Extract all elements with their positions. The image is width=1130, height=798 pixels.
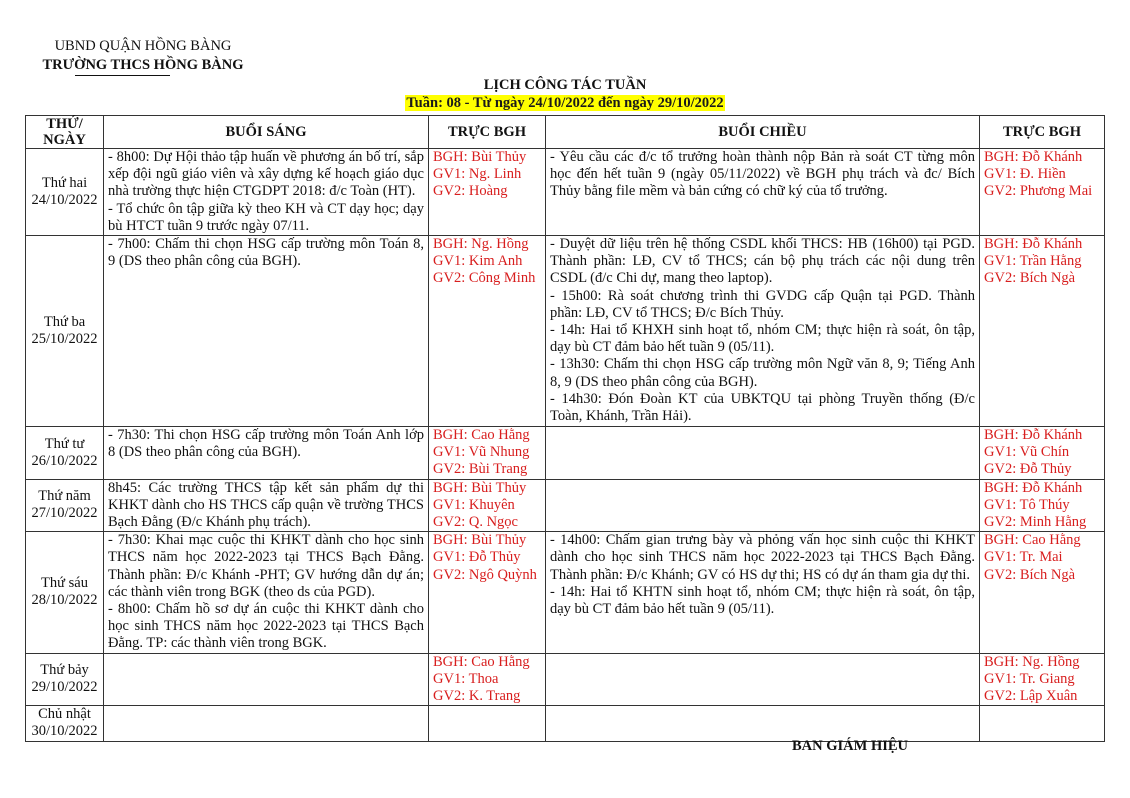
day-date: 25/10/2022 (31, 331, 98, 348)
afternoon-duty-cell (980, 479, 1105, 532)
day-cell (26, 427, 104, 480)
morning-duty-cell (429, 532, 546, 653)
duty-line: GV1: Tô Thúy (984, 496, 1070, 513)
page-title: LỊCH CÔNG TÁC TUẦN (483, 77, 647, 93)
duty-line: BGH: Bùi Thủy (433, 532, 527, 549)
day-date: 27/10/2022 (31, 505, 98, 522)
afternoon-cell (546, 236, 980, 427)
duty-line: BGH: Cao Hằng (433, 653, 530, 670)
duty-line: GV1: Vũ Chín (984, 444, 1070, 461)
duty-line: BGH: Ng. Hồng (984, 653, 1080, 670)
duty-line: GV2: Bích Ngà (984, 270, 1076, 287)
day-date: 28/10/2022 (31, 592, 98, 609)
table-row (26, 532, 1105, 653)
duty-line: GV1: Ng. Linh (433, 166, 522, 183)
duty-line: GV1: Đỗ Thủy (433, 549, 521, 566)
day-date: 26/10/2022 (31, 452, 98, 469)
duty-line: GV1: Kim Anh (433, 253, 523, 270)
day-date: 30/10/2022 (31, 723, 98, 740)
duty-line: GV2: Ngô Quỳnh (433, 566, 537, 583)
afternoon-duty-cell (980, 706, 1105, 741)
afternoon-duty-cell (980, 149, 1105, 236)
duty-line: GV1: Trần Hằng (984, 253, 1082, 270)
duty-line: GV1: Vũ Nhung (433, 444, 530, 461)
morning-duty-cell (429, 653, 546, 706)
duty-line: BGH: Đỗ Khánh (984, 236, 1083, 253)
duty-line: BGH: Bùi Thủy (433, 479, 527, 496)
afternoon-item: - 14h00: Chấm gian trưng bày và phỏng vấn học sinh cuộc thi KHKT dành cho học sinh THCS năm học 2022-2023 tại THCS Bạch Đằng. Thành phần: Đ/c Khánh; GV có HS dự thi; HS có dự án tham gia dự thi. (550, 532, 975, 583)
morning-item: - 8h00: Dự Hội thảo tập huấn về phương án bố trí, sắp xếp đội ngũ giáo viên và xây dựng kế hoạch giáo dục nhà trường thực hiện CTGDPT 2018: đ/c Toàn (HT). (108, 149, 424, 200)
duty-line: GV2: Công Minh (433, 270, 536, 287)
duty-line: GV1: Tr. Mai (984, 549, 1063, 566)
day-name: Thứ sáu (41, 575, 88, 592)
duty-line: BGH: Đỗ Khánh (984, 427, 1083, 444)
duty-line: GV1: Tr. Giang (984, 670, 1075, 687)
day-date: 24/10/2022 (31, 192, 98, 208)
morning-duty-cell (429, 479, 546, 532)
duty-line: GV1: Đ. Hiền (984, 166, 1066, 183)
week-subtitle (0, 95, 1130, 112)
morning-duty-cell (429, 149, 546, 236)
duty-line: BGH: Đỗ Khánh (984, 479, 1083, 496)
table-row (26, 427, 1105, 480)
duty-line: GV2: Q. Ngọc (433, 514, 518, 531)
afternoon-item: - 14h: Hai tổ KHTN sinh hoạt tổ, nhóm CM; thực hiện rà soát, ôn tập, dạy bù CT đảm bảo hết tuần 9 (05/11). (550, 583, 975, 618)
morning-duty-cell (429, 427, 546, 480)
duty-line: GV2: Phương Mai (984, 183, 1093, 200)
day-name: Thứ tư (44, 435, 85, 452)
day-cell (26, 653, 104, 706)
day-cell (26, 149, 104, 236)
morning-cell (104, 479, 429, 532)
afternoon-item: - 13h30: Chấm thi chọn HSG cấp trường môn Ngữ văn 8, 9; Tiếng Anh 8, 9 (DS theo phân công của BGH). (550, 356, 975, 390)
day-cell (26, 236, 104, 427)
col-header-morning-duty: TRỰC BGH (429, 116, 546, 149)
morning-cell (104, 706, 429, 741)
school-name: TRƯỜNG THCS HỒNG BÀNG (42, 57, 244, 73)
day-cell (26, 479, 104, 532)
afternoon-item: - 15h00: Rà soát chương trình thi GVDG cấp Quận tại PGD. Thành phần: LĐ, CV tổ THCS; Đ/c Bích Thủy. (550, 287, 975, 321)
table-row (26, 149, 1105, 236)
col-header-afternoon-duty: TRỰC BGH (980, 116, 1105, 149)
day-cell (26, 532, 104, 653)
afternoon-duty-cell (980, 532, 1105, 653)
morning-duty-cell (429, 706, 546, 741)
duty-line: GV2: K. Trang (433, 688, 521, 705)
day-date: 29/10/2022 (31, 679, 98, 696)
duty-line: BGH: Ng. Hồng (433, 236, 529, 253)
day-cell (26, 706, 104, 741)
col-header-day: THỨ/ NGÀY (26, 116, 104, 149)
morning-item: - Tổ chức ôn tập giữa kỳ theo KH và CT dạy học; dạy bù HTCT tuần 9 trước ngày 07/11. (108, 200, 424, 234)
morning-item: 8h45: Các trường THCS tập kết sản phẩm dự thi KHKT dành cho HS THCS cấp quận về trường THCS Bạch Đằng (Đ/c Khánh phụ trách). (108, 479, 424, 531)
afternoon-cell (546, 706, 980, 741)
afternoon-duty-cell (980, 427, 1105, 480)
agency-name: UBND QUẬN HỒNG BÀNG (54, 38, 232, 54)
duty-line: GV1: Khuyên (433, 496, 515, 513)
morning-item: - 8h00: Chấm hồ sơ dự án cuộc thi KHKT dành cho học sinh THCS năm học 2022-2023 tại THCS Bạch Đằng. TP: các thành viên trong BGK. (108, 601, 424, 652)
duty-line: GV1: Thoa (433, 670, 499, 687)
day-name: Chủ nhật (38, 706, 91, 723)
afternoon-duty-cell (980, 236, 1105, 427)
afternoon-item: - Duyệt dữ liệu trên hệ thống CSDL khối THCS: HB (16h00) tại PGD. Thành phần: LĐ, CV tổ THCS; cán bộ phụ trách các nội dung trên CSDL (đ/c Chi dự, mang theo laptop). (550, 236, 975, 287)
afternoon-cell (546, 532, 980, 653)
afternoon-cell (546, 427, 980, 480)
weekly-schedule-table (25, 115, 1105, 742)
morning-item: - 7h30: Thi chọn HSG cấp trường môn Toán Anh lớp 8 (DS theo phân công của BGH). (108, 427, 424, 461)
afternoon-cell (546, 653, 980, 706)
afternoon-cell (546, 149, 980, 236)
morning-cell (104, 149, 429, 236)
day-name: Thứ ba (43, 313, 86, 330)
day-name: Thứ năm (38, 488, 91, 505)
table-row (26, 653, 1105, 706)
afternoon-duty-cell (980, 653, 1105, 706)
table-header-row (26, 116, 1105, 149)
duty-line: GV2: Đỗ Thủy (984, 461, 1072, 478)
afternoon-cell (546, 479, 980, 532)
afternoon-item: - Yêu cầu các đ/c tổ trưởng hoàn thành nộp Bản rà soát CT từng môn học đến hết tuần 9 (ngày 05/11/2022) về BGH phụ trách và đc/ Bích Thủy bằng file mềm và bản cứng có chữ ký của tổ trưởng. (550, 149, 975, 200)
school-name-underline (75, 75, 170, 76)
duty-line: GV2: Lập Xuân (984, 688, 1078, 705)
morning-duty-cell (429, 236, 546, 427)
duty-line: GV2: Hoàng (433, 183, 508, 200)
duty-line: BGH: Đỗ Khánh (984, 149, 1083, 165)
duty-line: BGH: Bùi Thủy (433, 149, 527, 165)
morning-cell (104, 653, 429, 706)
week-range: Tuần: 08 - Từ ngày 24/10/2022 đến ngày 29/10/2022 (406, 95, 724, 111)
day-name: Thứ hai (41, 174, 88, 191)
table-row (26, 236, 1105, 427)
morning-item: - 7h30: Khai mạc cuộc thi KHKT dành cho học sinh THCS năm học 2022-2023 tại THCS Bạch Đằng. Thành phần: Đ/c Khánh -PHT; GV hướng dẫn dự án; các thành viên trong BGK (theo ds của PGD). (108, 532, 424, 600)
duty-line: GV2: Bích Ngà (984, 566, 1076, 583)
duty-line: GV2: Bùi Trang (433, 461, 528, 478)
col-header-morning: BUỔI SÁNG (104, 116, 429, 149)
duty-line: BGH: Cao Hằng (433, 427, 530, 444)
signature-label: BAN GIÁM HIỆU (792, 738, 909, 754)
morning-cell (104, 236, 429, 427)
col-header-afternoon: BUỔI CHIỀU (546, 116, 980, 149)
afternoon-item: - 14h: Hai tổ KHXH sinh hoạt tổ, nhóm CM; thực hiện rà soát, ôn tập, dạy bù CT đảm bảo hết tuần 9 (05/11). (550, 322, 975, 356)
duty-line: BGH: Cao Hằng (984, 532, 1081, 549)
morning-item: - 7h00: Chấm thi chọn HSG cấp trường môn Toán 8, 9 (DS theo phân công của BGH). (108, 236, 424, 270)
day-name: Thứ bảy (40, 662, 89, 679)
morning-cell (104, 532, 429, 653)
afternoon-item: - 14h30: Đón Đoàn KT của UBKTQU tại phòng Truyền thống (Đ/c Toàn, Khánh, Trần Hải). (550, 390, 975, 425)
table-row (26, 706, 1105, 741)
morning-cell (104, 427, 429, 480)
table-row (26, 479, 1105, 532)
duty-line: GV2: Minh Hằng (984, 514, 1087, 531)
